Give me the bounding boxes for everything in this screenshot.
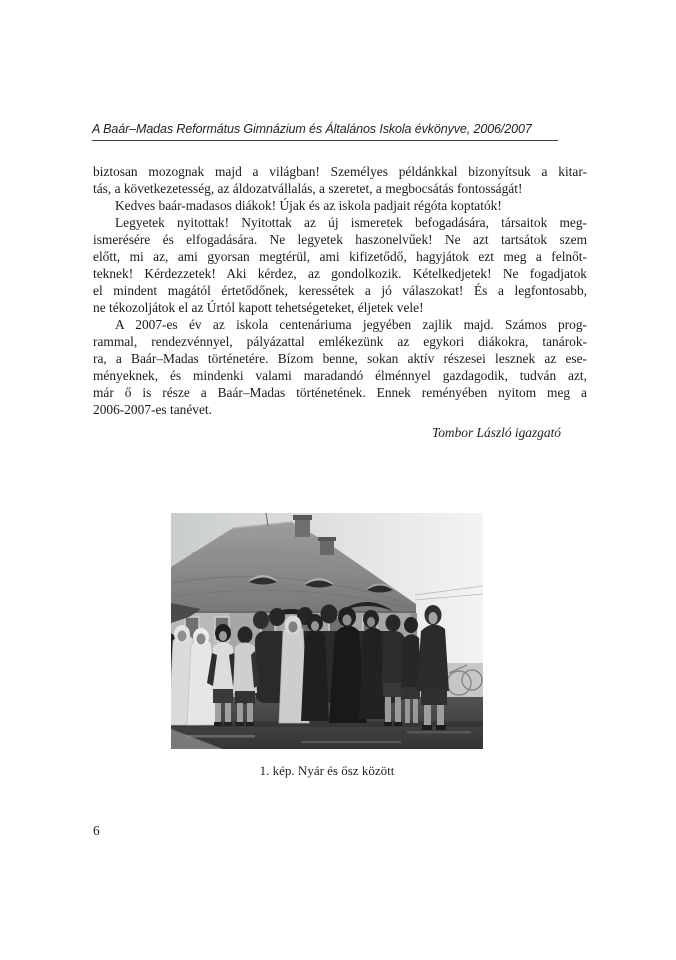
photo-nyar-es-osz: [171, 513, 483, 749]
figure-caption: 1. kép. Nyár és ősz között: [259, 763, 395, 778]
body-line: tás, a következetesség, az áldozatvállalás, a szeretet, a megbocsátás fontosságát!: [93, 181, 523, 196]
running-header-title: A Baár–Madas Református Gimnázium és Általános Iskola évkönyve, 2006/2007: [92, 122, 532, 136]
body-line: rammal, rendezvénnyel, pályázattal emlékezünk az egykori diákokra, tanárok-: [93, 334, 587, 349]
body-line: már ő is része a Baár–Madas történetének. Ennek reményében nyitom meg a: [93, 385, 587, 400]
body-line: ra, a Baár–Madas történetére. Bízom benne, sokan aktív részesei lesznek az ese-: [93, 351, 587, 366]
photo-illustration: [171, 513, 483, 749]
body-line: teknek! Kérdezzetek! Aki kérdez, az gondolkozik. Kételkedjetek! Ne fogadjatok: [93, 266, 587, 281]
body-text: [93, 163, 587, 418]
body-line: ismerésére és elfogadására. Ne legyetek haszonelvűek! Ne azt tartsátok szem: [93, 232, 587, 247]
body-line: Kedves baár-madasos diákok! Újak és az iskola padjait régóta koptatók!: [115, 198, 502, 213]
body-line: előtt, mi az, ami gyorsan megtérül, ami kifizetődő, hagyjátok ezt meg a felnőt-: [93, 249, 587, 264]
body-line: el mindent magától értetődőnek, keressétek a jó válaszokat! És a legfontosabb,: [93, 283, 587, 298]
page-number: 6: [93, 823, 100, 838]
body-line: A 2007-es év az iskola centenáriuma jegyében zajlik majd. Számos prog-: [115, 317, 587, 332]
body-line: biztosan mozognak majd a világban! Személyes példánkkal bizonyítsuk a kitar-: [93, 164, 587, 179]
signature-line: Tombor László igazgató: [432, 425, 561, 440]
body-line: Legyetek nyitottak! Nyitottak az új ismeretek befogadására, társaitok meg-: [115, 215, 587, 230]
body-line: 2006-2007-es tanévet.: [93, 402, 212, 417]
running-header: [92, 122, 558, 141]
body-line: ne tékozoljátok el az Úrtól kapott tehetségeteket, éljetek vele!: [93, 300, 424, 315]
body-line: ményeknek, és mindenki valami maradandó élménnyel gazdagodik, tudván azt,: [93, 368, 587, 383]
